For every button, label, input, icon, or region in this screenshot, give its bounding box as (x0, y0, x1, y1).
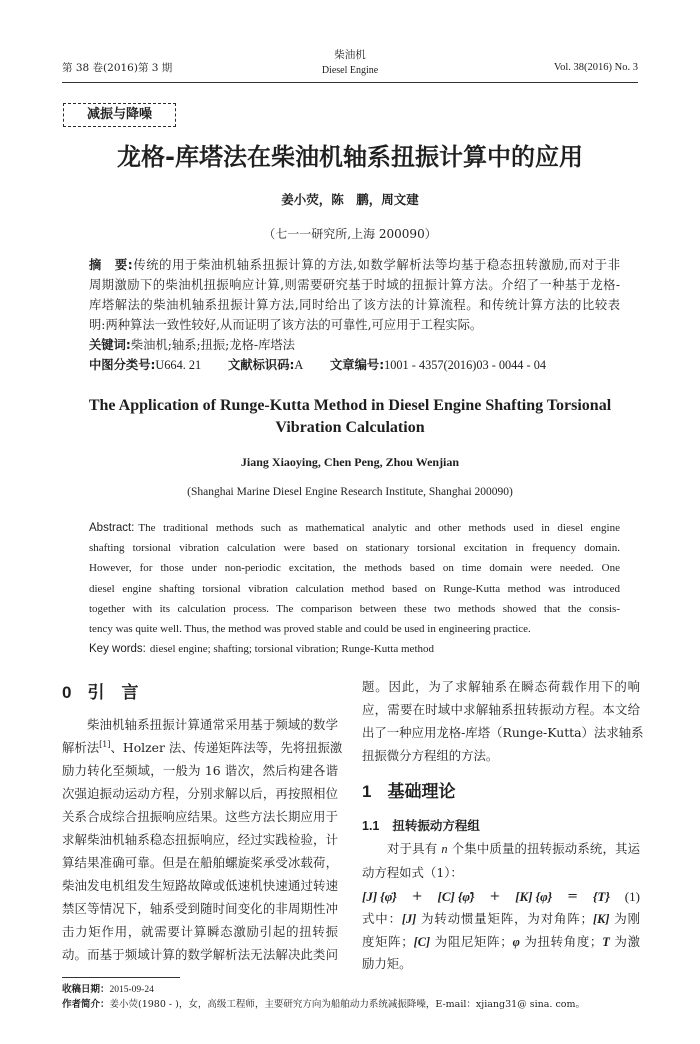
symbol-K: [K] (592, 912, 610, 926)
keywords-en-label: Key words: (89, 643, 146, 656)
theory-paragraph (362, 837, 640, 884)
clc-group (89, 355, 228, 375)
received-label: 收稿日期： (62, 983, 110, 995)
header-journal-cn: 柴油机 (334, 49, 366, 61)
body-line: 击力矩作用，就需要计算瞬态激励引起的扭转振 (62, 924, 338, 939)
body-text: 对于具有 (387, 841, 442, 856)
footnote-rule (62, 977, 180, 978)
body-text: 式中： (362, 911, 402, 926)
variable-n: n (441, 842, 448, 856)
abstract-cn-line (89, 255, 620, 275)
body-line (362, 908, 640, 931)
subsection-heading (362, 815, 640, 837)
section-title: 基础理论 (387, 782, 456, 802)
body-text: 为刚 (609, 911, 640, 926)
body-text: 为阻尼矩阵； (430, 933, 513, 949)
body-line: 励力矩。 (362, 956, 412, 972)
doc-code-group (228, 355, 330, 375)
plus-sign: + (411, 889, 423, 904)
title-en-line: The Application of Runge-Kutta Method in Diesel Engine Shafting Torsional (88, 397, 612, 414)
section-number: 1 (362, 782, 372, 801)
abstract-en-line: together with its calculation process. The comparison between these two methods showed that the consis- (89, 602, 620, 615)
intro-paragraph (62, 713, 343, 966)
subsection-number: 1.1 (362, 819, 380, 833)
classification-line (89, 355, 620, 375)
body-text: 为扭转角度； (519, 933, 603, 949)
affiliation-cn: （七一一研究所,上海 200090） (263, 227, 437, 241)
title-cn: 龙格-库塔法在柴油机轴系扭振计算中的应用 (117, 143, 583, 171)
abstract-en-line: diesel engine shafting torsional vibration calculation method based on Runge-Kutta method was introduced (89, 582, 620, 595)
abstract-en-line: shafting torsional vibration calculation were based on stationary torsional excitation in frequency domain. (89, 542, 620, 555)
section-heading-intro (62, 681, 338, 705)
subsection-title: 扭转振动方程组 (392, 818, 480, 833)
torque-vector: {T} (592, 889, 610, 904)
body-line: 出了一种应用龙格-库塔（Runge-Kutta）法求轴系 (362, 724, 644, 740)
abstract-en-text: The traditional methods such as mathematical analytic and other methods used in diesel engine (138, 522, 620, 534)
body-text: 度矩阵； (362, 933, 414, 949)
abstract-en-line (89, 518, 620, 538)
header-journal-en: Diesel Engine (321, 65, 379, 76)
received-date: 2015-09-24 (109, 984, 154, 995)
clc-label: 中图分类号: (89, 358, 156, 372)
stiffness-matrix: [K] (515, 889, 533, 904)
body-line: 柴油机轴系扭振计算通常采用基于频域的数学 (87, 717, 338, 732)
header-issue-en: Vol. 38(2016) No. 3 (553, 62, 638, 73)
symbol-J: [J] (401, 912, 417, 926)
body-text: 为激 (609, 933, 640, 949)
abstract-cn-line: 库塔解法的柴油机轴系扭振计算方法,同时给出了该方法的计算流程。和传统计算方法的比较表 (89, 298, 620, 312)
body-line: 禁区等情况下，轴系受到随时间变化的非周期性冲 (62, 901, 338, 916)
section-tag: 减振与降噪 (63, 103, 176, 127)
section-heading-theory (362, 780, 640, 804)
equation-term (362, 885, 397, 909)
body-line (362, 931, 640, 954)
citation-ref: [1] (99, 739, 111, 749)
header-rule (62, 82, 638, 83)
body-line: 题。因此，为了求解轴系在瞬态荷载作用下的响 (362, 678, 640, 694)
doc-code-label: 文献标识码: (228, 358, 295, 372)
equation-term (515, 885, 552, 909)
equation-number: (1) (624, 889, 640, 904)
abstract-en-label: Abstract: (89, 522, 135, 534)
inertia-matrix: [J] (362, 889, 378, 904)
symbol-C: [C] (413, 934, 431, 949)
plus-sign: + (489, 889, 501, 904)
keywords-en-text: diesel engine; shafting; torsional vibration; Runge-Kutta method (149, 643, 434, 656)
symbol-T: T (602, 934, 610, 949)
body-line (62, 736, 343, 759)
angular-acceleration: {φ̈} (380, 889, 397, 904)
equation-1 (362, 885, 640, 909)
keywords-en (89, 639, 620, 659)
body-line: 应，需要在时域中求解轴系扭转振动方程。本文给 (362, 701, 640, 717)
body-text: 为转动惯量矩阵，为对角阵； (416, 911, 593, 926)
title-en-line: Vibration Calculation (275, 419, 425, 436)
section-number: 0 (62, 683, 72, 702)
abstract-cn-line: 明:两种算法一致性较好,从而证明了该方法的可靠性,可应用于工程实际。 (89, 318, 483, 332)
section-title: 引 言 (87, 683, 139, 703)
body-line: 算结果准确可靠。但是在船舶螺旋桨承受冰载荷， (62, 855, 338, 870)
body-line: 次强迫振动运动方程，分别求解以后，再按照相位 (62, 786, 338, 801)
keywords-cn (89, 335, 620, 355)
keywords-cn-text: 柴油机;轴系;扭振;龙格-库塔法 (130, 338, 295, 352)
affiliation-en: (Shanghai Marine Diesel Engine Research Institute, Shanghai 200090) (187, 486, 513, 498)
article-number-label: 文章编号: (330, 358, 385, 372)
abstract-cn-label: 摘 要: (89, 258, 133, 272)
body-line (362, 837, 640, 861)
authors-en: Jiang Xiaoying, Chen Peng, Zhou Wenjian (240, 455, 460, 469)
bio-text: 姜小荧(1980 - )，女，高级工程师，主要研究方向为船舶动力系统减振降噪，E-mail：xjiang31@ sina. com。 (109, 998, 586, 1010)
body-line: 动。而基于频域计算的数学解析法无法解决此类问 (62, 947, 338, 962)
abstract-en-line: tency was quite well. Thus, the method was proved stable and could be used in engineering practice. (89, 623, 531, 636)
footnote-author-bio (62, 998, 585, 1011)
footnote-received (62, 983, 154, 997)
body-text: 解析法 (62, 740, 100, 755)
body-line: 励力转化至频域，一般为 16 谐次，然后构建各谐 (62, 763, 338, 778)
equation-explanation (362, 908, 640, 976)
body-line: 扭振微分方程组的方法。 (362, 747, 499, 763)
body-text: 个集中质量的扭转振动系统，其运 (447, 841, 640, 856)
symbol-phi: φ (512, 934, 520, 949)
article-number-value: 1001 - 4357(2016)03 - 0044 - 04 (384, 358, 546, 372)
body-line: 关系合成综合扭振响应结果。这些方法长期应用于 (62, 809, 338, 824)
intro-paragraph-continued (362, 675, 644, 767)
equation-term (438, 885, 475, 909)
angular-velocity: {φ̇} (457, 889, 475, 904)
doc-code-value: A (294, 358, 304, 372)
angle-vector: {φ} (535, 889, 553, 904)
abstract-en (89, 518, 620, 659)
header-issue-cn: 第 38 卷(2016)第 3 期 (62, 62, 173, 74)
clc-value: U664. 21 (155, 358, 202, 372)
equals-sign: = (567, 889, 578, 904)
abstract-cn (89, 255, 620, 375)
body-line: 柴油发电机组发生短路故障或低速机快速通过转速 (62, 878, 338, 893)
abstract-cn-line: 周期激励下的柴油机扭振响应计算,则需要研究基于时域的扭振计算方法。介绍了一种基于龙格- (89, 278, 620, 292)
abstract-cn-text: 传统的用于柴油机轴系扭振计算的方法,如数学解析法等均基于稳态扭转激励,而对于非 (132, 258, 620, 272)
authors-cn: 姜小荧，陈 鹏，周文建 (281, 192, 419, 207)
body-line: 动方程如式（1）： (362, 865, 463, 880)
keywords-cn-label: 关键词: (89, 338, 131, 352)
title-en (0, 395, 700, 439)
bio-label: 作者简介： (62, 998, 110, 1010)
body-line: 求解柴油机轴系稳态扭振响应，经过实践检验，计 (62, 832, 338, 847)
body-text: 、Holzer 法、传递矩阵法等，先将扭振激 (110, 740, 343, 755)
damping-matrix: [C] (437, 889, 455, 904)
abstract-en-line: However, for those under non-periodic excitation, the methods based on time domain were needed. One (89, 562, 620, 575)
article-number-group (330, 355, 546, 375)
